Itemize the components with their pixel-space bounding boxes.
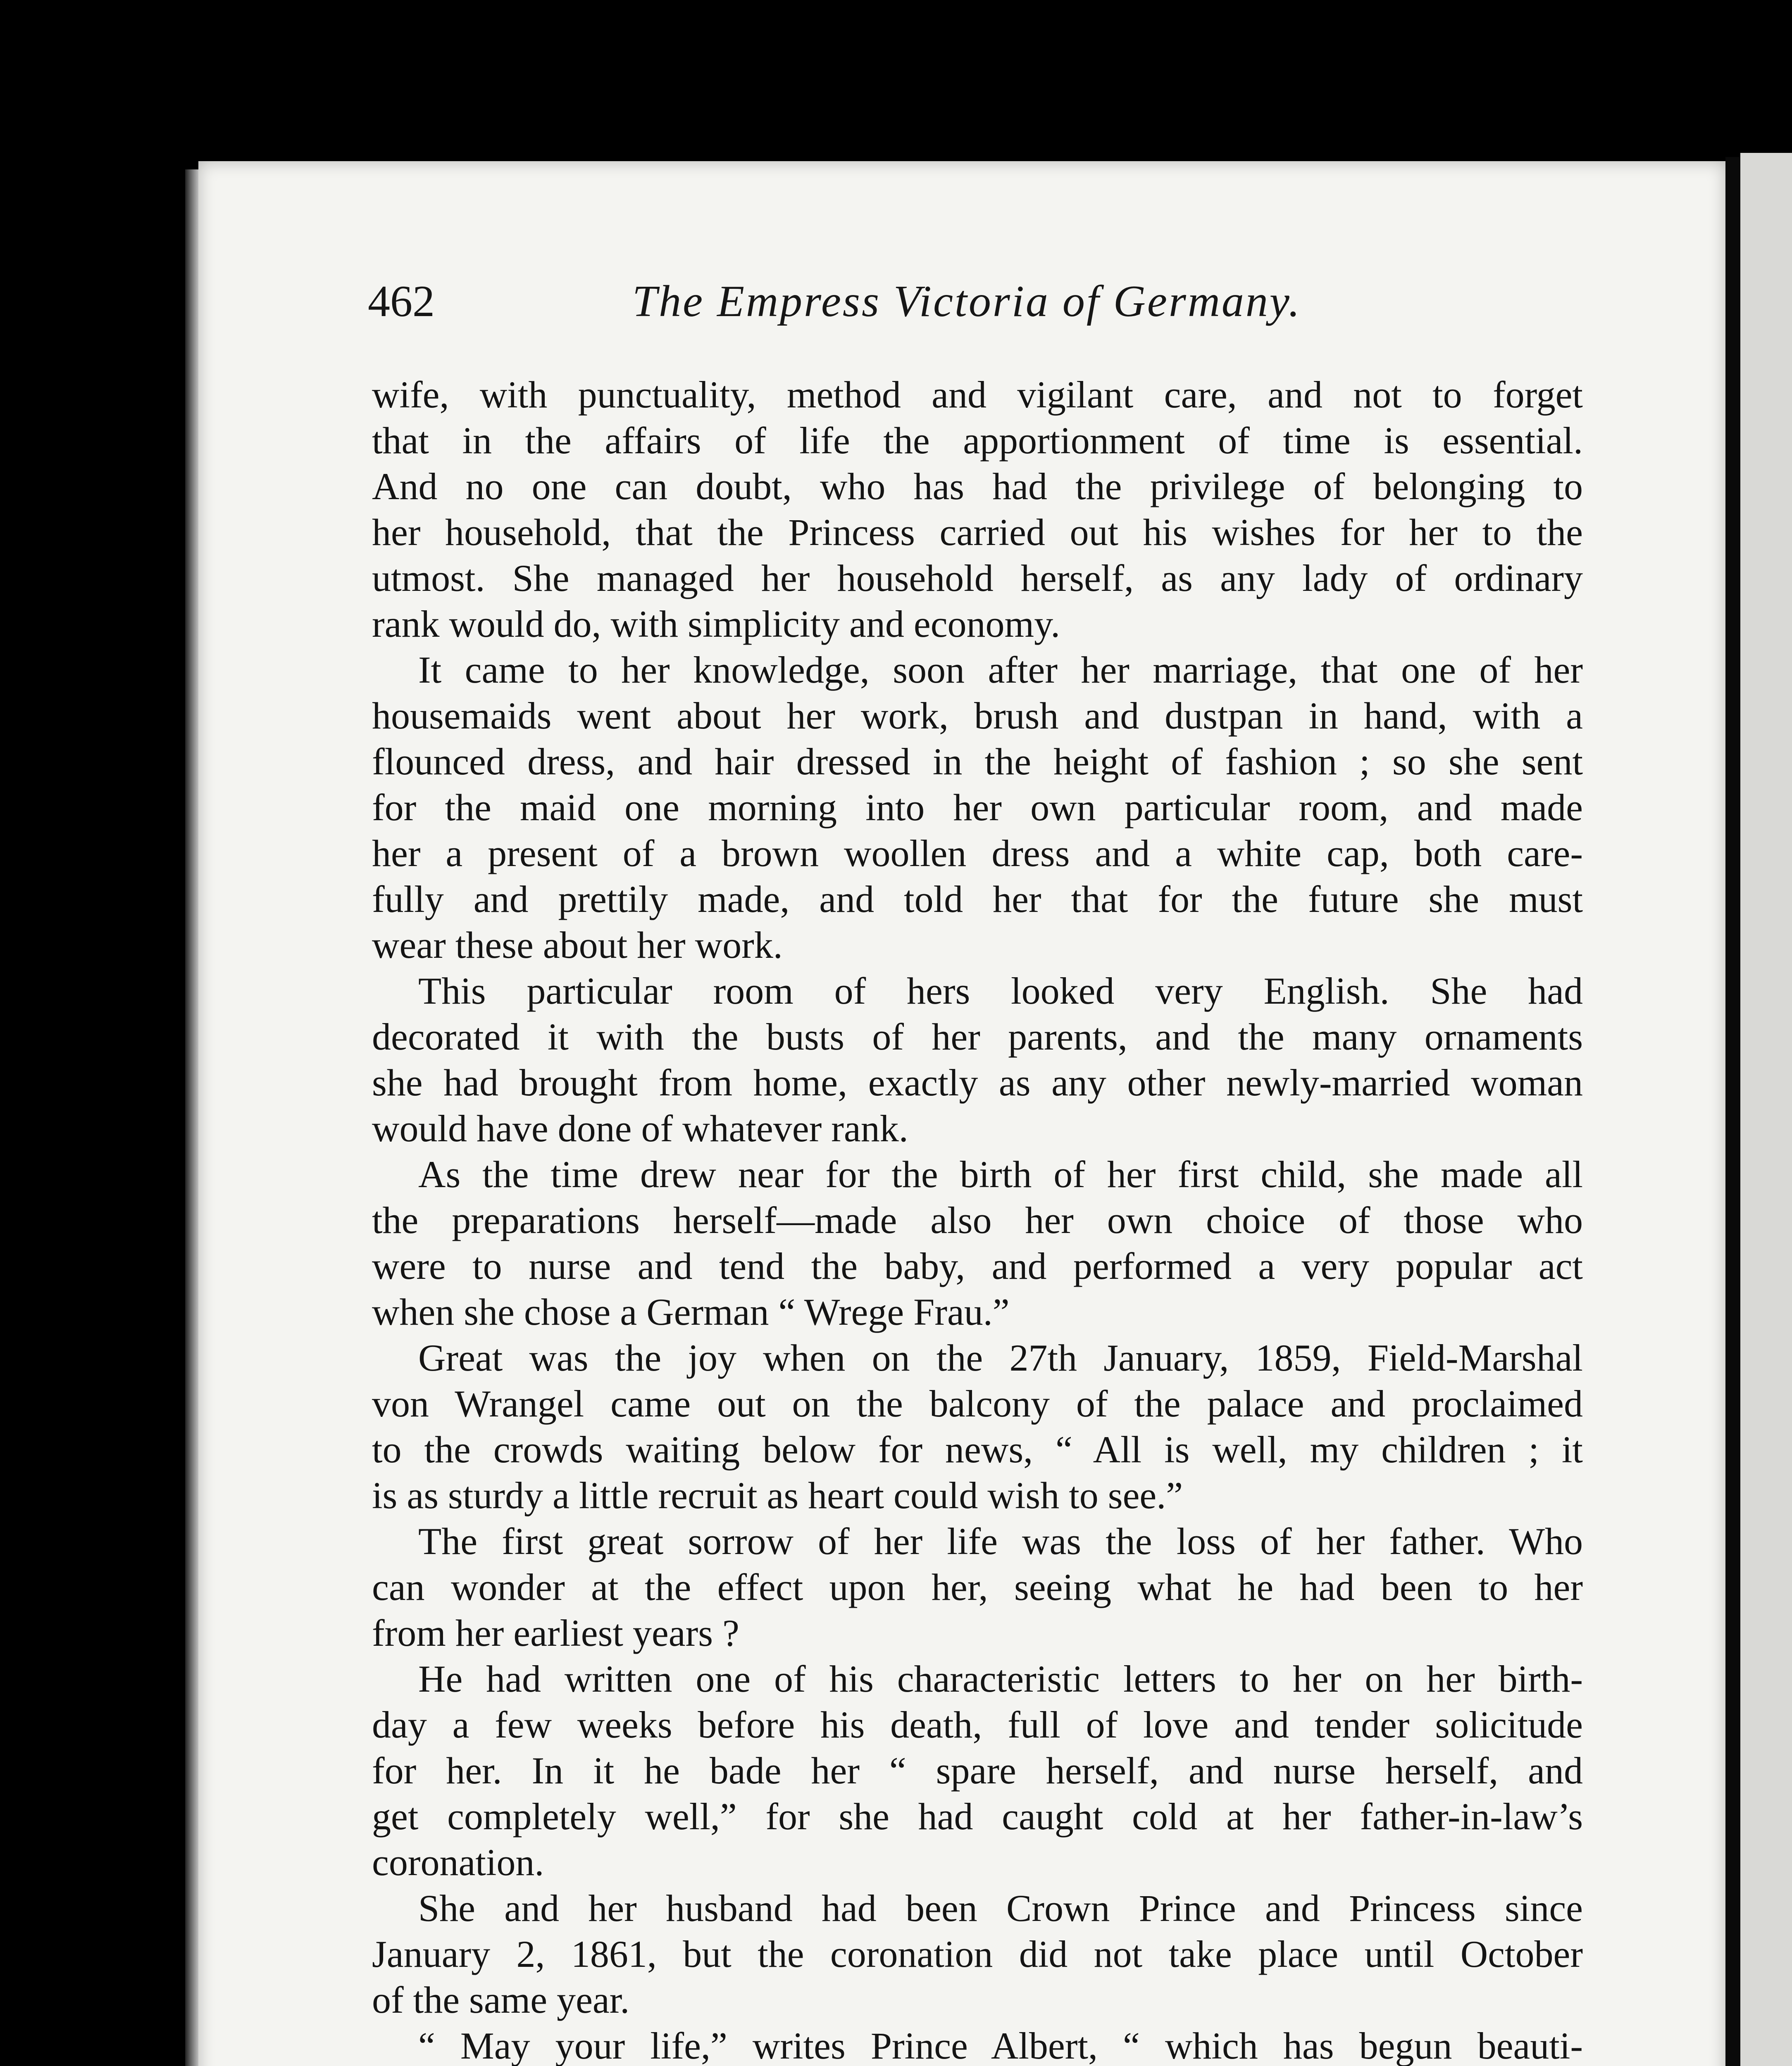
text-line: wear these about her work.: [372, 924, 783, 966]
text-line: housemaids went about her work, brush and dustpan in hand, with a: [372, 695, 1583, 737]
text-line: rank would do, with simplicity and economy.: [372, 603, 1060, 645]
page-number: 462: [368, 277, 435, 326]
adjacent-page-edge: [1740, 153, 1792, 2066]
text-line: get completely well,” for she had caught cold at her father-in-law’s: [372, 1795, 1583, 1838]
text-line: she had brought from home, exactly as any other newly-married woman: [372, 1062, 1583, 1104]
text-line: “ May your life,” writes Prince Albert, “ which has begun beauti-: [418, 2025, 1583, 2066]
running-head: [368, 271, 1310, 333]
text-line: The first great sorrow of her life was the loss of her father. Who: [418, 1520, 1583, 1562]
text-line: for the maid one morning into her own particular room, and made: [372, 786, 1583, 828]
text-line: would have done of whatever rank.: [372, 1107, 908, 1150]
page-binding-shadow: [1725, 157, 1740, 2066]
text-line: for her. In it he bade her “ spare herself, and nurse herself, and: [372, 1749, 1583, 1792]
text-line: can wonder at the effect upon her, seeing what he had been to her: [372, 1566, 1583, 1608]
text-line: of the same year.: [372, 1979, 630, 2021]
text-line: And no one can doubt, who has had the privilege of belonging to: [372, 465, 1583, 507]
text-line: to the crowds waiting below for news, “ All is well, my children ; it: [372, 1428, 1583, 1471]
text-line: He had written one of his characteristic letters to her on her birth-: [418, 1658, 1583, 1700]
text-line: her household, that the Princess carried out his wishes for her to the: [372, 511, 1583, 553]
text-line: It came to her knowledge, soon after her marriage, that one of her: [418, 649, 1583, 691]
text-line: January 2, 1861, but the coronation did not take place until October: [372, 1933, 1583, 1975]
text-line: von Wrangel came out on the balcony of the palace and proclaimed: [372, 1383, 1583, 1425]
text-line: flounced dress, and hair dressed in the height of fashion ; so she sent: [372, 740, 1583, 783]
text-line: when she chose a German “ Wrege Frau.”: [372, 1291, 1010, 1333]
page-gutter-shadow: [185, 169, 198, 2066]
text-line: her a present of a brown woollen dress and a white cap, both care-: [372, 832, 1583, 874]
text-line: fully and prettily made, and told her that for the future she must: [372, 878, 1583, 920]
text-line: This particular room of hers looked very English. She had: [418, 970, 1583, 1012]
text-line: decorated it with the busts of her parents, and the many ornaments: [372, 1016, 1583, 1058]
text-line: the preparations herself—made also her own choice of those who: [372, 1199, 1583, 1241]
body-text: [372, 372, 1583, 2066]
running-title: The Empress Victoria of Germany.: [632, 277, 1301, 326]
text-line: Great was the joy when on the 27th January, 1859, Field-Marshal: [418, 1337, 1583, 1379]
text-line: day a few weeks before his death, full of love and tender solicitude: [372, 1704, 1583, 1746]
text-line: As the time drew near for the birth of her first child, she made all: [418, 1153, 1583, 1195]
text-line: were to nurse and tend the baby, and performed a very popular act: [372, 1245, 1583, 1287]
text-line: wife, with punctuality, method and vigilant care, and not to forget: [372, 374, 1583, 416]
text-line: coronation.: [372, 1841, 544, 1883]
text-line: utmost. She managed her household herself, as any lady of ordinary: [372, 557, 1583, 599]
text-line: that in the affairs of life the apportionment of time is essential.: [372, 419, 1583, 462]
text-line: from her earliest years ?: [372, 1612, 739, 1654]
text-line: is as sturdy a little recruit as heart could wish to see.”: [372, 1474, 1183, 1516]
text-line: She and her husband had been Crown Prince and Princess since: [418, 1887, 1583, 1929]
